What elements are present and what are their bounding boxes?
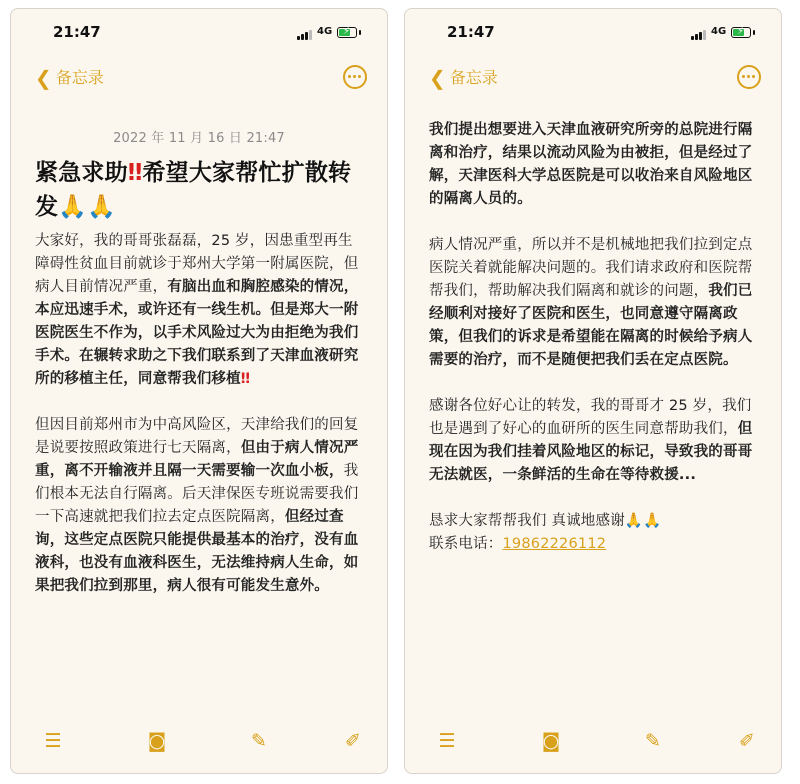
contact-label: 联系电话： (429, 536, 503, 552)
network-type: 4G (711, 26, 727, 37)
paragraph: 我们提出想要进入天津血液研究所旁的总院进行隔离和治疗，结果以流动风险为由被拒，但是经过了解，天津医科大学总医院是可以收治来自风险地区的隔离人员的。 (429, 122, 753, 207)
pray-emoji: 🙏🙏 (624, 513, 662, 529)
status-bar (11, 23, 387, 45)
right-phone-screen (404, 8, 782, 774)
battery-icon: ⚡ (731, 27, 751, 38)
status-time: 21:47 (447, 23, 495, 41)
note-body[interactable] (35, 127, 363, 621)
camera-icon[interactable]: ◙ (147, 730, 167, 752)
battery-icon: ⚡ (337, 27, 357, 38)
chevron-left-icon: ❮ (429, 66, 446, 90)
signal-icon (297, 29, 313, 40)
paragraph: 但因目前郑州市为中高风险区，天津给我们的回复是说要按照政策进行七天隔离，但由于病人情况严重，离不开输液并且隔一天需要输一次血小板，我们根本无法自行隔离。后天津保医专班说需要我们一下高速就把我们拉去定点医院隔离，但经过查询，这些定点医院只能提供最基本的治疗，没有血液科，也没有血液科医生，无法维持病人生命，如果把我们拉到那里，病人很有可能发生意外。 (35, 417, 359, 594)
status-bar (405, 23, 781, 45)
markup-pen-icon[interactable]: ✎ (645, 730, 661, 752)
note-title: 紧急求助‼希望大家帮忙扩散转发🙏🙏 (35, 160, 352, 220)
signal-icon (691, 29, 707, 40)
network-type: 4G (317, 26, 333, 37)
back-label: 备忘录 (449, 68, 498, 87)
compose-icon[interactable]: ✐ (345, 730, 361, 752)
status-time: 21:47 (53, 23, 101, 41)
left-phone-screen (10, 8, 388, 774)
back-button[interactable] (35, 65, 104, 90)
checklist-icon[interactable]: ☰ (438, 730, 456, 752)
nav-bar (405, 63, 781, 93)
nav-bar (11, 63, 387, 93)
compose-icon[interactable]: ✐ (739, 730, 755, 752)
markup-pen-icon[interactable]: ✎ (251, 730, 267, 752)
bottom-toolbar (11, 729, 387, 757)
back-label: 备忘录 (55, 68, 104, 87)
note-body[interactable] (429, 119, 757, 556)
note-date: 2022 年 11 月 16 日 21:47 (113, 131, 285, 146)
paragraph: 恳求大家帮帮我们 真诚地感谢🙏🙏 联系电话：19862226112 (429, 513, 662, 552)
back-button[interactable] (429, 65, 498, 90)
pray-emoji: 🙏🙏 (58, 194, 116, 220)
phone-number-link[interactable]: 19862226112 (502, 536, 607, 552)
checklist-icon[interactable]: ☰ (44, 730, 62, 752)
more-options-icon[interactable] (737, 65, 761, 89)
more-options-icon[interactable] (343, 65, 367, 89)
paragraph: 大家好，我的哥哥张磊磊，25 岁，因患重型再生障碍性贫血目前就诊于郑州大学第一附属医院，但病人目前情况严重，有脑出血和胸腔感染的情况，本应迅速手术，或许还有一线生机。但是郑大一附医院医生不作为，以手术风险过大为由拒绝为我们手术。在辗转求助之下我们联系到了天津血液研究所的移植主任，同意帮我们移植‼ (35, 233, 359, 387)
chevron-left-icon: ❮ (35, 66, 52, 90)
bottom-toolbar (405, 729, 781, 757)
camera-icon[interactable]: ◙ (541, 730, 561, 752)
paragraph: 感谢各位好心让的转发，我的哥哥才 25 岁，我们也是遇到了好心的血研所的医生同意帮助我们，但现在因为我们挂着风险地区的标记，导致我的哥哥无法就医，一条鲜活的生命在等待救援... (429, 398, 753, 483)
paragraph: 病人情况严重，所以并不是机械地把我们拉到定点医院关着就能解决问题的。我们请求政府和医院帮帮我们，帮助解决我们隔离和就诊的问题，我们已经顺利对接好了医院和医生，也同意遵守隔离政策，但我们的诉求是希望能在隔离的时候给予病人需要的治疗，而不是随便把我们丢在定点医院。 (429, 237, 753, 368)
